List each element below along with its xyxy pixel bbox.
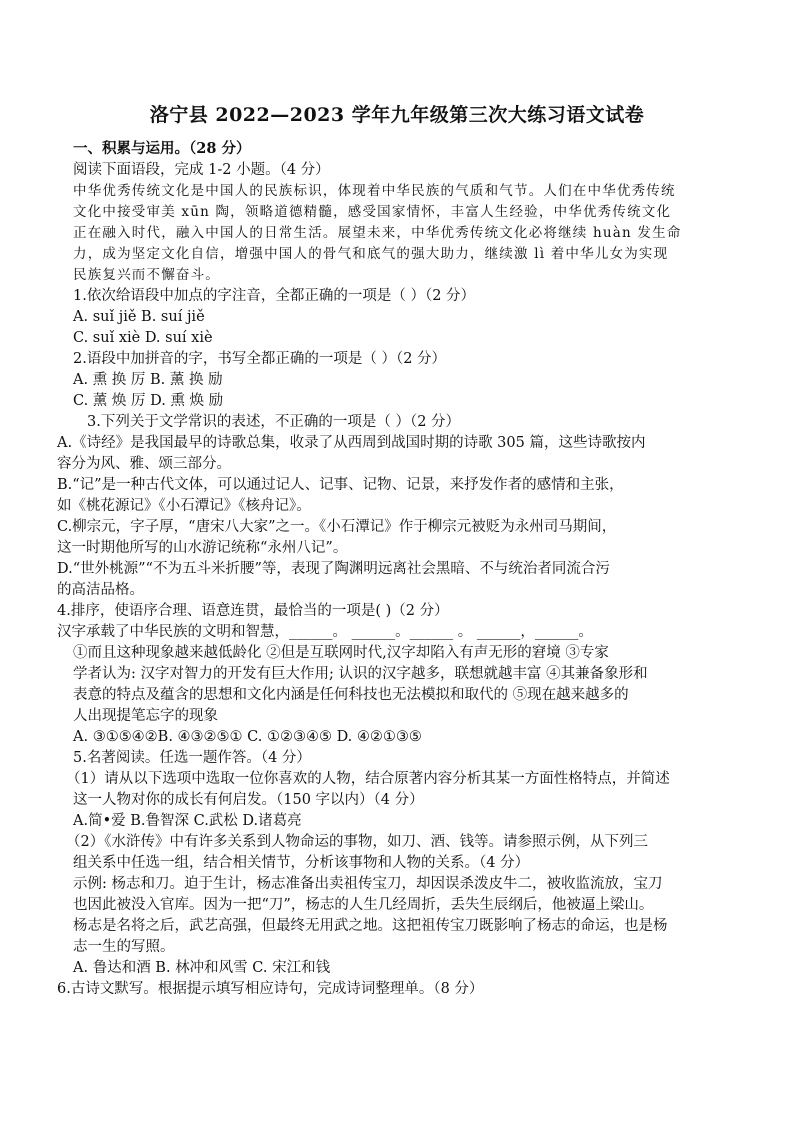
question-1: 1.依次给语段中加点的字注音，全都正确的一项是（ ）（2 分） (73, 288, 476, 304)
question-5-example: 杨志是名将之后，武艺高强，但最终无用武之地。这把祖传宝刀既影响了杨志的命运，也是杨 (73, 918, 668, 934)
passage-line: 中华优秀传统文化是中国人的民族标识，体现着中华民族的气质和气节。人们在中华优秀传统 (73, 183, 676, 199)
question-5-part-2: （2）《水浒传》中有许多关系到人物命运的事物，如刀、酒、钱等。请参照示例，从下列三 (66, 834, 648, 850)
question-4-stem: 汉字承载了中华民族的文明和智慧，______。 ______。______ 。 ______，______。 (57, 624, 593, 640)
question-3-option-b: 如《桃花源记》《小石潭记》《核舟记》。 (57, 498, 311, 514)
question-3-option-d: 的高洁品格。 (57, 582, 144, 598)
passage-line: 正在融入时代，融入中国人的日常生活。展望未来，中华优秀传统文化必将继续 huàn 发生命 (73, 225, 682, 241)
question-2: 2.语段中加拼音的字，书写全都正确的一项是（ ）（2 分） (73, 351, 447, 367)
question-4-sentences: ①而且这种现象越来越低龄化 ②但是互联网时代,汉字却陷入有声无形的窘境 ③专家 (73, 645, 609, 661)
question-2-options: C. 薰 焕 厉 D. 熏 焕 励 (73, 393, 224, 409)
question-4-sentences: 学者认为: 汉字对智力的开发有巨大作用; 认识的汉字越多，联想就越丰富 ④其兼备象形和 (73, 666, 648, 682)
question-5-example: 也因此被没入官库。因为一把“刀”，杨志的人生几经周折，丢失生辰纲后，他被逼上梁山。 (73, 897, 654, 913)
question-4-sentences: 表意的特点及蕴含的思想和文化内涵是任何科技也无法模拟和取代的 ⑤现在越来越多的 (73, 687, 629, 703)
question-5-part-1: 这一人物对你的成长有何启发。（150 字以内）（4 分） (73, 792, 424, 808)
reading-instruction: 阅读下面语段，完成 1-2 小题。（4 分） (73, 162, 330, 178)
question-4: 4.排序，使语序合理、语意连贯，最恰当的一项是( )（2 分） (57, 603, 449, 619)
question-3-option-c: C.柳宗元，字子厚，“唐宋八大家”之一。《小石潭记》作于柳宗元被贬为永州司马期间， (57, 519, 617, 535)
section-heading: 一、积累与运用。（28 分） (73, 140, 251, 157)
question-1-options: C. suǐ xiè D. suí xiè (73, 330, 213, 346)
question-5-part-2: 组关系中任选一组，结合相关情节，分析该事物和人物的关系。（4 分） (73, 855, 530, 871)
passage-line: 力，成为坚定文化自信，增强中国人的骨气和底气的强大助力，继续激 lì 着中华儿女为实现 (73, 246, 669, 262)
question-3-option-c: 这一时期他所写的山水游记统称“永州八记”。 (57, 540, 348, 556)
question-3-option-b: B.“记”是一种古代文体，可以通过记人、记事、记物、记景，来抒发作者的感情和主张， (57, 477, 624, 493)
question-4-sentences: 人出现提笔忘字的现象 (73, 708, 218, 724)
question-5-part-1: （1）请从以下选项中选取一位你喜欢的人物，结合原著内容分析其某一方面性格特点，并简述 (66, 771, 670, 787)
question-3-option-a: A.《诗经》是我国最早的诗歌总集，收录了从西周到战国时期的诗歌 305 篇，这些诗歌按内 (57, 435, 646, 451)
question-3-option-a: 容分为风、雅、颂三部分。 (57, 456, 231, 472)
question-1-options: A. suǐ jiě B. suí jiě (73, 309, 205, 325)
question-4-options: A. ③①⑤④②B. ④③②⑤① C. ①②③④⑤ D. ④②①③⑤ (73, 729, 422, 745)
question-5-example: 示例: 杨志和刀。迫于生计，杨志准备出卖祖传宝刀，却因误杀泼皮牛二，被收监流放，宝刀 (73, 876, 663, 892)
passage-line: 民族复兴而不懈奋斗。 (73, 267, 220, 283)
question-5-example: 志一生的写照。 (73, 939, 175, 955)
question-2-options: A. 熏 换 厉 B. 薰 换 励 (73, 372, 223, 388)
question-3: 3.下列关于文学常识的表述，不正确的一项是（ ）（2 分） (87, 414, 461, 430)
exam-title: 洛宁县 2022—2023 学年九年级第三次大练习语文试卷 (149, 104, 645, 126)
question-5: 5.名著阅读。任选一题作答。（4 分） (73, 750, 311, 766)
question-3-option-d: D.“世外桃源”“不为五斗米折腰”等，表现了陶渊明远离社会黑暗、不与统治者同流合污 (57, 561, 610, 577)
question-6: 6.古诗文默写。根据提示填写相应诗句，完成诗词整理单。（8 分） (57, 981, 484, 997)
question-5-part-1-options: A.简•爱 B.鲁智深 C.武松 D.诸葛亮 (73, 813, 302, 829)
passage-line: 文化中接受审美 xūn 陶，领略道德精髓，感受国家情怀，丰富人生经验，中华优秀传统文化 (73, 204, 672, 220)
question-5-part-2-options: A. 鲁达和酒 B. 林冲和风雪 C. 宋江和钱 (73, 960, 331, 976)
